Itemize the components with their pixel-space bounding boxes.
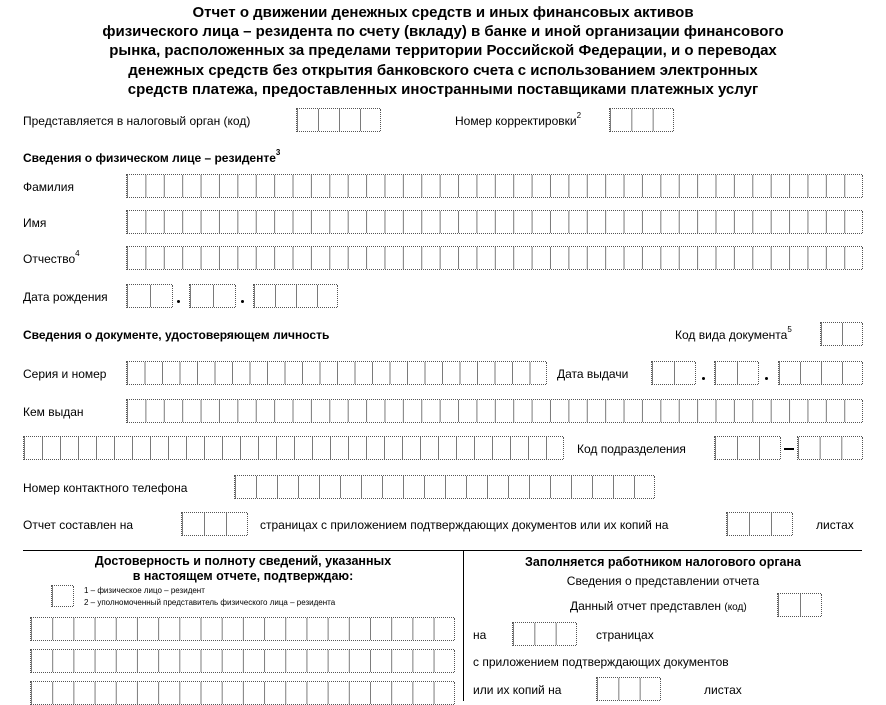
- issue-month-field[interactable]: [714, 361, 758, 385]
- date-separator-dot: [765, 377, 768, 380]
- doc-type-label: Код вида документа$^5$: [675, 325, 792, 342]
- report-title: [0, 3, 886, 99]
- footnote-5: 5: [787, 325, 792, 334]
- tax-organ-label: Представляется в налоговый орган (код): [23, 114, 251, 128]
- doc-type-code-field[interactable]: [820, 322, 862, 346]
- tax-officer-title: Заполняется работником налогового органа: [524, 555, 801, 569]
- division-code-part-2[interactable]: [797, 436, 862, 460]
- birth-day-field[interactable]: [126, 284, 172, 308]
- attachment-sheets-field[interactable]: [726, 512, 792, 536]
- issue-day-field[interactable]: [651, 361, 695, 385]
- confirm-title-line-1: Достоверность и полноту сведений, указанных: [94, 554, 392, 568]
- signer-name-field-line-1[interactable]: [30, 617, 454, 641]
- footnote-2: 2: [576, 111, 582, 120]
- pages-prefix-label: Отчет составлен на: [23, 518, 134, 532]
- pages-label: страницах: [596, 628, 654, 642]
- footnote-3: 3: [275, 148, 281, 157]
- series-label: Серия и номер: [23, 367, 107, 381]
- birth-month-field[interactable]: [189, 284, 235, 308]
- confirm-title-line-2: в настоящем отчете, подтверждаю:: [132, 569, 354, 583]
- signer-type-field[interactable]: [51, 585, 73, 607]
- date-separator-dot: [241, 300, 244, 303]
- tax-organ-code-field[interactable]: [296, 108, 380, 132]
- date-separator-dot: [177, 300, 180, 303]
- title-line-2: физического лица – резидента по счету (вкладу) в банке и иной организации финансового: [102, 23, 784, 41]
- issued-by-field-line-2[interactable]: [23, 436, 563, 460]
- division-code-dash: [784, 448, 794, 450]
- submitted-label: Данный отчет представлен (код): [570, 599, 747, 613]
- document-section-title: Сведения о документе, удостоверяющем личность: [23, 328, 330, 342]
- person-section-title: Сведения о физическом лице – резиденте$^3$: [23, 148, 281, 165]
- patronymic-field[interactable]: [126, 246, 862, 270]
- received-sheets-field[interactable]: [596, 677, 660, 701]
- phone-label: Номер контактного телефона: [23, 481, 188, 495]
- footnote-4: 4: [75, 249, 80, 258]
- copies-label: или их копий на: [473, 683, 562, 697]
- division-code-label: Код подразделения: [577, 442, 686, 456]
- sheets-label: листах: [704, 683, 742, 697]
- birthdate-label: Дата рождения: [23, 290, 108, 304]
- correction-label: Номер корректировки$^2$: [455, 111, 582, 128]
- pages-middle-label: страницах с приложением подтверждающих документов или их копий на: [260, 518, 669, 532]
- patronymic-label: Отчество$^4$: [23, 249, 80, 266]
- submission-method-code-field[interactable]: [777, 593, 821, 617]
- issue-year-field[interactable]: [778, 361, 862, 385]
- name-field[interactable]: [126, 210, 862, 234]
- attachments-label: с приложением подтверждающих документов: [473, 655, 729, 669]
- signer-option-1: 1 – физическое лицо – резидент: [84, 586, 205, 595]
- issue-date-label: Дата выдачи: [557, 367, 629, 381]
- date-separator-dot: [702, 377, 705, 380]
- surname-field[interactable]: [126, 174, 862, 198]
- on-label: на: [473, 628, 487, 642]
- issued-by-field-line-1[interactable]: [126, 399, 862, 423]
- pages-suffix-label: листах: [816, 518, 854, 532]
- code-hint: (код): [724, 602, 747, 613]
- division-code-part-1[interactable]: [714, 436, 780, 460]
- surname-label: Фамилия: [23, 180, 74, 194]
- birth-year-field[interactable]: [253, 284, 337, 308]
- phone-field[interactable]: [234, 475, 654, 499]
- signer-name-field-line-2[interactable]: [30, 649, 454, 673]
- tax-officer-subtitle: Сведения о представлении отчета: [566, 574, 760, 588]
- bottom-column-divider: [463, 550, 464, 701]
- bottom-section-divider: [23, 550, 862, 551]
- issued-by-label: Кем выдан: [23, 405, 84, 419]
- title-line-3: рынка, расположенных за пределами территории Российской Федерации, и о переводах: [109, 42, 777, 60]
- report-pages-field[interactable]: [181, 512, 247, 536]
- title-line-5: средств платежа, предоставленных иностранными поставщиками платежных услуг: [127, 80, 759, 98]
- received-pages-field[interactable]: [512, 622, 576, 646]
- title-line-4: денежных средств без открытия банковского счета с использованием электронных: [128, 61, 758, 79]
- name-label: Имя: [23, 216, 47, 230]
- signer-option-2: 2 – уполномоченный представитель физического лица – резидента: [84, 598, 336, 607]
- correction-number-field[interactable]: [609, 108, 673, 132]
- title-line-1: Отчет о движении денежных средств и иных финансовых активов: [192, 4, 694, 21]
- series-number-field[interactable]: [126, 361, 546, 385]
- signer-name-field-line-3[interactable]: [30, 681, 454, 705]
